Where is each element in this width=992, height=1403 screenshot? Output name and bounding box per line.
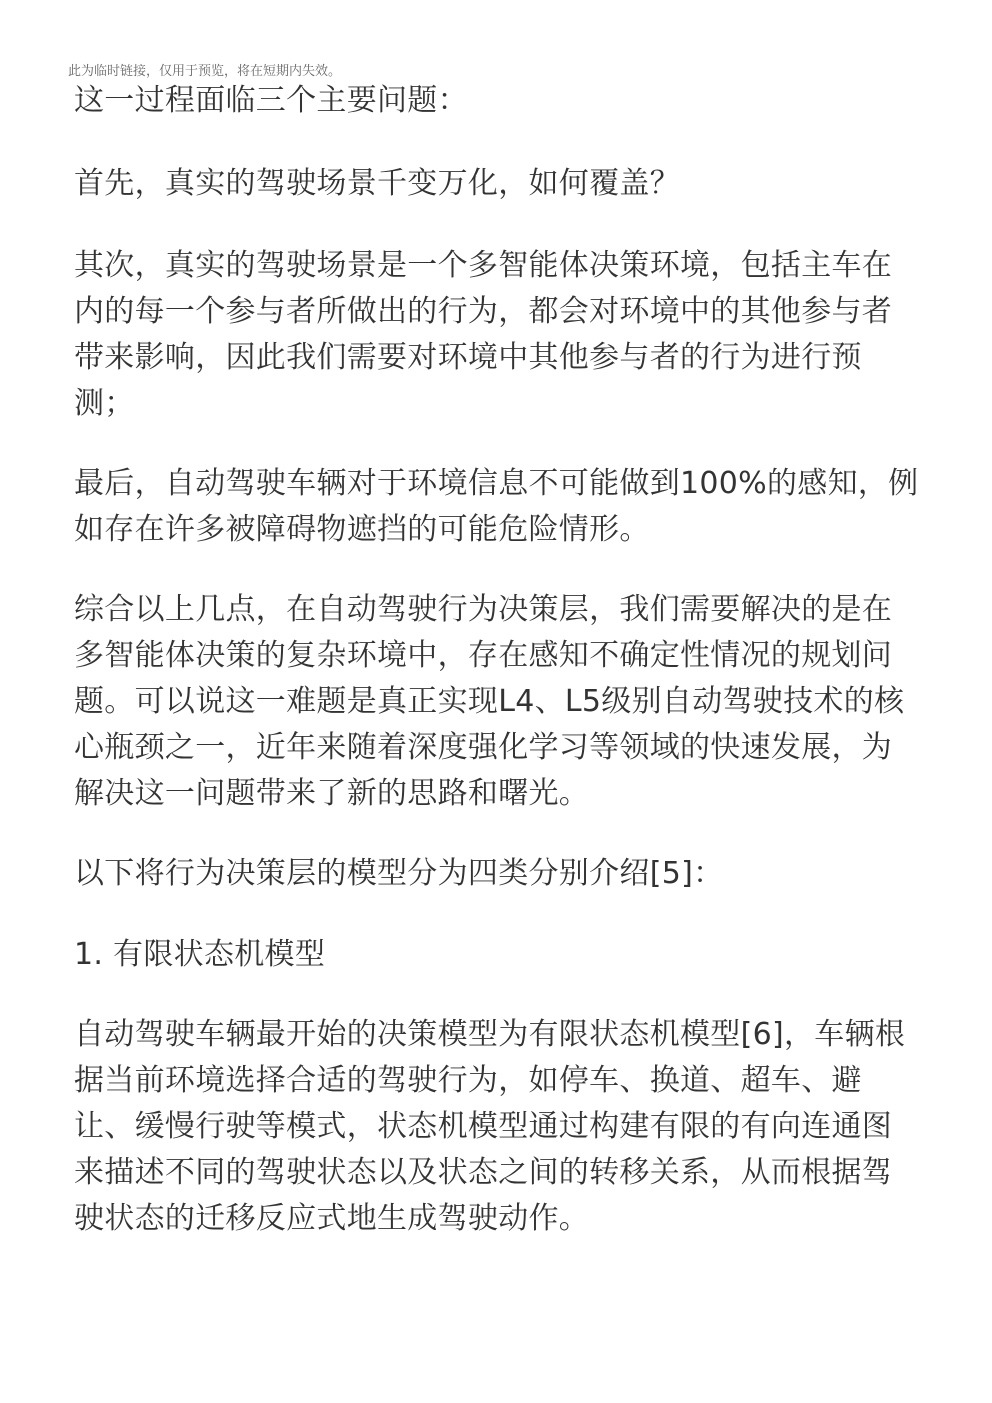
paragraph-third-issue: 最后，自动驾驶车辆对于环境信息不可能做到100%的感知，例如存在许多被障碍物遮挡的可能危险情形。: [74, 466, 919, 547]
temporary-link-notice: 此为临时链接，仅用于预览，将在短期内失效。: [68, 64, 342, 79]
article-body: [74, 0, 920, 1403]
paragraph-text: 这一过程面临三个主要问题：: [74, 83, 468, 118]
paragraph-fsm-description: 自动驾驶车辆最开始的决策模型为有限状态机模型[6]，车辆根据当前环境选择合适的驾驶行为，如停车、换道、超车、避让、缓慢行驶等模式，状态机模型通过构建有限的有向连通图来描述不同的驾驶状态以及状态之间的转移关系，从而根据驾驶状态的迁移反应式地生成驾驶动作。: [74, 1017, 906, 1236]
paragraph-first-issue: 首先，真实的驾驶场景千变万化，如何覆盖？: [74, 166, 680, 201]
paragraph-intro-models: 以下将行为决策层的模型分为四类分别介绍[5]：: [74, 856, 724, 891]
paragraph-summary: 综合以上几点，在自动驾驶行为决策层，我们需要解决的是在多智能体决策的复杂环境中，存在感知不确定性情况的规划问题。可以说这一难题是真正实现L4、L5级别自动驾驶技术的核心瓶颈之一，近年来随着深度强化学习等领域的快速发展，为解决这一问题带来了新的思路和曙光。: [74, 592, 905, 811]
section-heading-fsm: 1. 有限状态机模型: [74, 937, 326, 972]
paragraph-second-issue: 其次，真实的驾驶场景是一个多智能体决策环境，包括主车在内的每一个参与者所做出的行为，都会对环境中的其他参与者带来影响，因此我们需要对环境中其他参与者的行为进行预测；: [74, 248, 893, 421]
paragraph-cut-off-heading: [74, 82, 920, 120]
